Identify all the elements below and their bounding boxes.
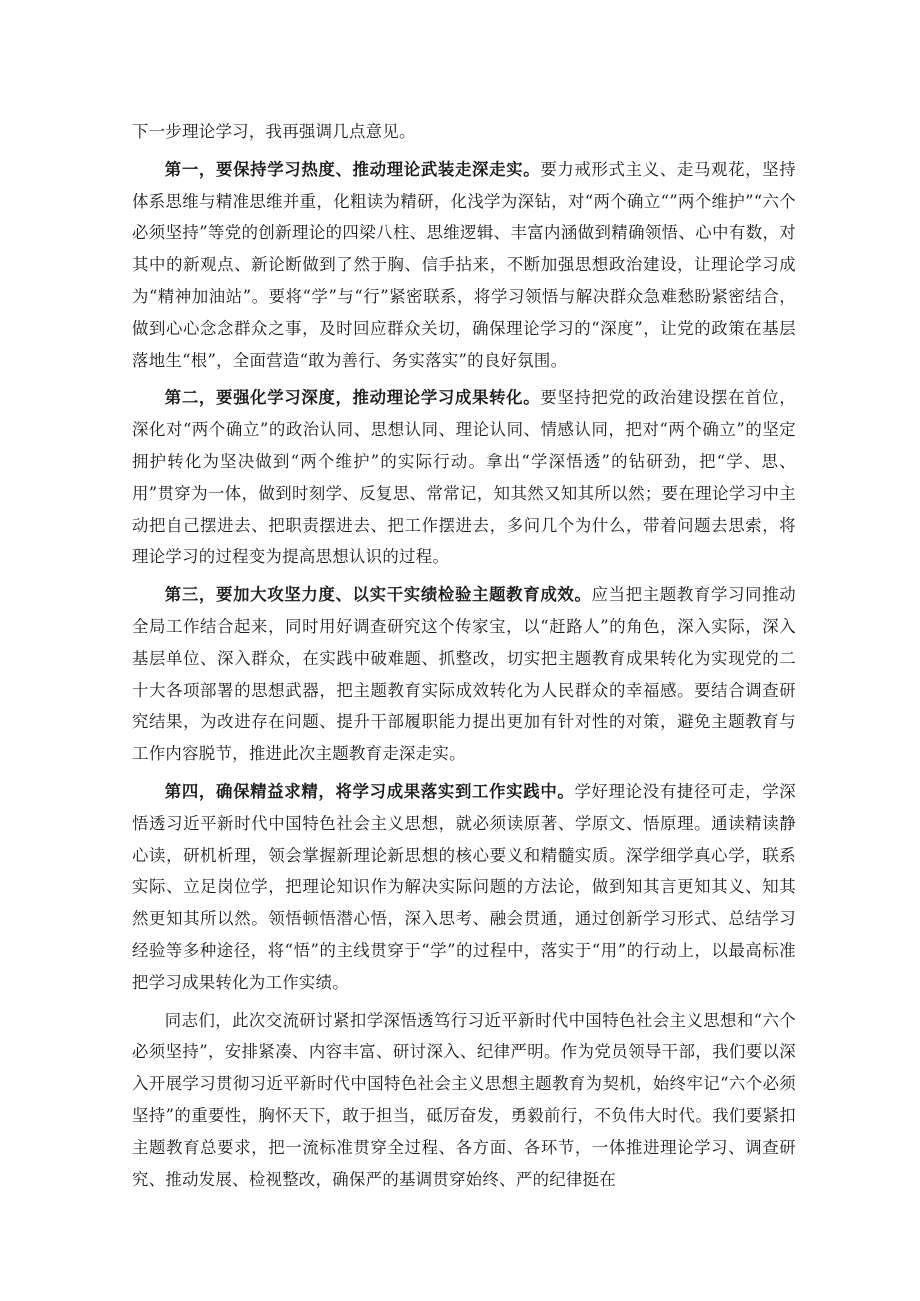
- paragraph-point-1-heading: 第一，要保持学习热度、推动理论武装走深走实。: [164, 159, 541, 179]
- document-page: [132, 116, 796, 1195]
- paragraph-point-2: [132, 382, 796, 573]
- paragraph-closing-text: 同志们，此次交流研讨紧扣学深悟透笃行习近平新时代中国特色社会主义思想和“六个必须坚持”，安排紧凑、内容丰富、研讨深入、纪律严明。作为党员领导干部，我们要以深入开展学习贯彻习近平新时代中国特色社会主义思想主题教育为契机，始终牢记“六个必须坚持”的重要性，胸怀天下，敢于担当，砥厉奋发，勇毅前行，不负伟大时代。我们要紧扣主题教育总要求，把一流标准贯穿全过程、各方面、各环节，一体推进理论学习、调查研究、推动发展、检视整改，确保严的基调贯穿始终、严的纪律挺在: [132, 1010, 796, 1189]
- paragraph-point-1-text: 要力戒形式主义、走马观花，坚持体系思维与精准思维并重，化粗读为精研，化浅学为深钻，对“两个确立“”两个维护”“六个必须坚持”等党的创新理论的四梁八柱、思维逻辑、丰富内涵做到精确领悟、心中有数，对其中的新观点、新论断做到了然于胸、信手拈来，不断加强思想政治建设，让理论学习成为“精神加油站”。要将“学”与“行”紧密联系，将学习领悟与解决群众急难愁盼紧密结合，做到心心念念群众之事，及时回应群众关切，确保理论学习的“深度”，让党的政策在基层落地生“根”，全面营造“敢为善行、务实落实”的良好氛围。: [132, 159, 796, 370]
- paragraph-point-2-heading: 第二，要强化学习深度，推动理论学习成果转化。: [164, 388, 541, 408]
- paragraph-point-3-text: 应当把主题教育学习同推动全局工作结合起来，同时用好调查研究这个传家宝，以“赶路人”的角色，深入实际，深入基层单位、深入群众，在实践中破难题、抓整改，切实把主题教育成果转化为实现党的二十大各项部署的思想武器，把主题教育实际成效转化为人民群众的幸福感。要结合调查研究结果，为改进存在问题、提升干部履职能力提出更加有针对性的对策，避免主题教育与工作内容脱节，推进此次主题教育走深走实。: [132, 585, 797, 764]
- paragraph-point-2-text: 要坚持把党的政治建设摆在首位，深化对“两个确立”的政治认同、思想认同、理论认同、情感认同，把对“两个确立”的坚定拥护转化为坚决做到“两个维护”的实际行动。拿出“学深悟透”的钻研劲，把“学、思、用”贯穿为一体，做到时刻学、反复思、常常记，知其然又知其所以然；要在理论学习中主动把自己摆进去、把职责摆进去、把工作摆进去，多问几个为什么，带着问题去思索，将理论学习的过程变为提高思想认识的过程。: [132, 388, 796, 567]
- paragraph-point-1: [132, 154, 796, 377]
- paragraph-point-4-text: 学好理论没有捷径可走，学深悟透习近平新时代中国特色社会主义思想，就必须读原著、学原文、悟原理。通读精读静心读，研机析理，领会掌握新理论新思想的核心要义和精髓实质。深学细学真心学，联系实际、立足岗位学，把理论知识作为解决实际问题的方法论，做到知其言更知其义、知其然更知其所以然。领悟顿悟潜心悟，深入思考、融会贯通，通过创新学习形式、总结学习经验等多种途径，将“悟”的主线贯穿于“学”的过程中，落实于“用”的行动上，以最高标准把学习成果转化为工作实绩。: [132, 781, 796, 992]
- paragraph-point-4-heading: 第四，确保精益求精，将学习成果落实到工作实践中。: [164, 781, 575, 801]
- paragraph-intro: [132, 116, 796, 148]
- paragraph-point-3-heading: 第三，要加大攻坚力度、以实干实绩检验主题教育成效。: [164, 585, 592, 605]
- paragraph-intro-text: 下一步理论学习，我再强调几点意见。: [132, 122, 416, 141]
- paragraph-point-4: [132, 776, 796, 999]
- paragraph-closing: [132, 1005, 796, 1196]
- paragraph-point-3: [132, 579, 796, 770]
